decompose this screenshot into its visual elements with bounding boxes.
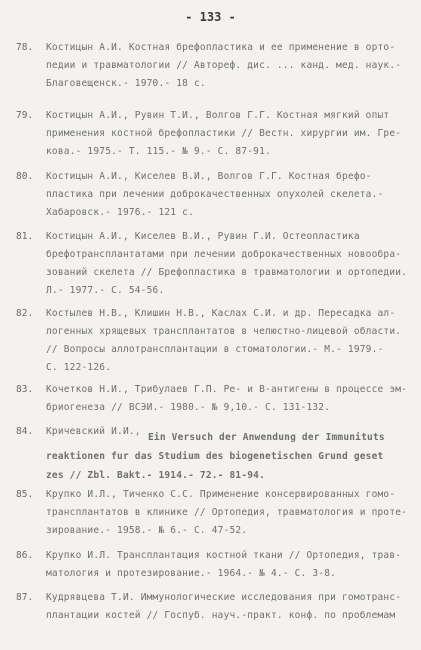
- reference-line: Крупко И.Л., Тиченко С.С. Применение консервированных гомо-: [46, 489, 396, 500]
- reference-line: педии и травматологии // Автореф. дис. ... канд. мед. наук.-: [46, 60, 402, 71]
- reference-number: 80.: [16, 171, 34, 182]
- reference-line: Костылев Н.В., Клишин Н.В., Каслах С.И. и др. Пересадка ал-: [46, 308, 396, 319]
- reference-number: 87.: [16, 592, 34, 603]
- reference-number: 81.: [16, 231, 34, 242]
- reference-line: логенных хрящевых трансплантатов в челюстно-лицевой области.: [46, 326, 402, 337]
- reference-line-bold: Ein Versuch der Anwendung der Immunituts: [148, 432, 385, 443]
- reference-line: Крупко И.Л. Трансплантация костной ткани // Ортопедия, трав-: [46, 550, 402, 561]
- page-number: - 133 -: [185, 10, 236, 24]
- reference-line: Хабаровск.- 1976.- 121 с.: [46, 207, 194, 218]
- reference-line: Костицын А.И., Рувин Т.И., Волгов Г.Г. Костная мягкий опыт: [46, 110, 390, 121]
- reference-line: матология и протезирование.- 1964.- № 4.- С. 3-8.: [46, 568, 337, 579]
- reference-line: трансплантатов в клинике // Ортопедия, травматология и проте-: [46, 507, 408, 518]
- reference-line: Костицын А.И. Костная брефопластика и ее применение в орто-: [46, 42, 396, 53]
- reference-line: зирование.- 1958.- № 6.- С. 47-52.: [46, 525, 248, 536]
- reference-line: пластика при лечении доброкачественных опухолей скелета.-: [46, 189, 384, 200]
- reference-line: плантации костей // Госпуб. науч.-практ. конф. по проблемам: [46, 610, 396, 621]
- reference-line: Кудрявцева Т.И. Иммунологические исследования при гомотранс-: [46, 592, 402, 603]
- reference-line-bold: zes // Zbl. Bakt.- 1914.- 72.- 81-94.: [46, 470, 266, 481]
- reference-number: 86.: [16, 550, 34, 561]
- reference-line: бриогенеза // ВСЭИ.- 1980.- № 9,10.- С. 131-132.: [46, 402, 331, 413]
- reference-line: зований скелета // Брефопластика в травматологии и ортопедии.: [46, 267, 408, 278]
- reference-line: Л.- 1977.- С. 54-56.: [46, 285, 165, 296]
- reference-number: 85.: [16, 489, 34, 500]
- reference-line: // Вопросы аллотрансплантации в стоматологии.- М.- 1979.-: [46, 344, 384, 355]
- reference-line: применения костной брефопластики // Вестн. хирургии им. Гре-: [46, 128, 402, 139]
- reference-line: Костицын А.И., Киселев В.И., Рувин Г.И. Остеопластика: [46, 231, 360, 242]
- reference-line: брефотрансплантатами при лечении доброкачественных новообра-: [46, 249, 402, 260]
- reference-line: С. 122-126.: [46, 362, 112, 373]
- reference-number: 83.: [16, 384, 34, 395]
- reference-number: 79.: [16, 110, 34, 121]
- reference-line: кова.- 1975.- Т. 115.- № 9.- С. 87-91.: [46, 146, 271, 157]
- reference-line: Костицын А.И., Киселев В.И., Волгов Г.Г. Костная брефо-: [46, 171, 372, 182]
- reference-line: Благовещенск.- 1970.- 18 с.: [46, 78, 206, 89]
- reference-number: 82.: [16, 308, 34, 319]
- reference-line: Кочетков Н.И., Трибулаев Г.П. Ре- и В-антигены в процессе эм-: [46, 384, 408, 395]
- reference-line: Кричевский И.И.,: [46, 426, 141, 437]
- reference-line-bold: reaktionen fur das Studium des biogenetischen Grund geset: [46, 451, 384, 462]
- reference-number: 84.: [16, 426, 34, 437]
- reference-number: 78.: [16, 42, 34, 53]
